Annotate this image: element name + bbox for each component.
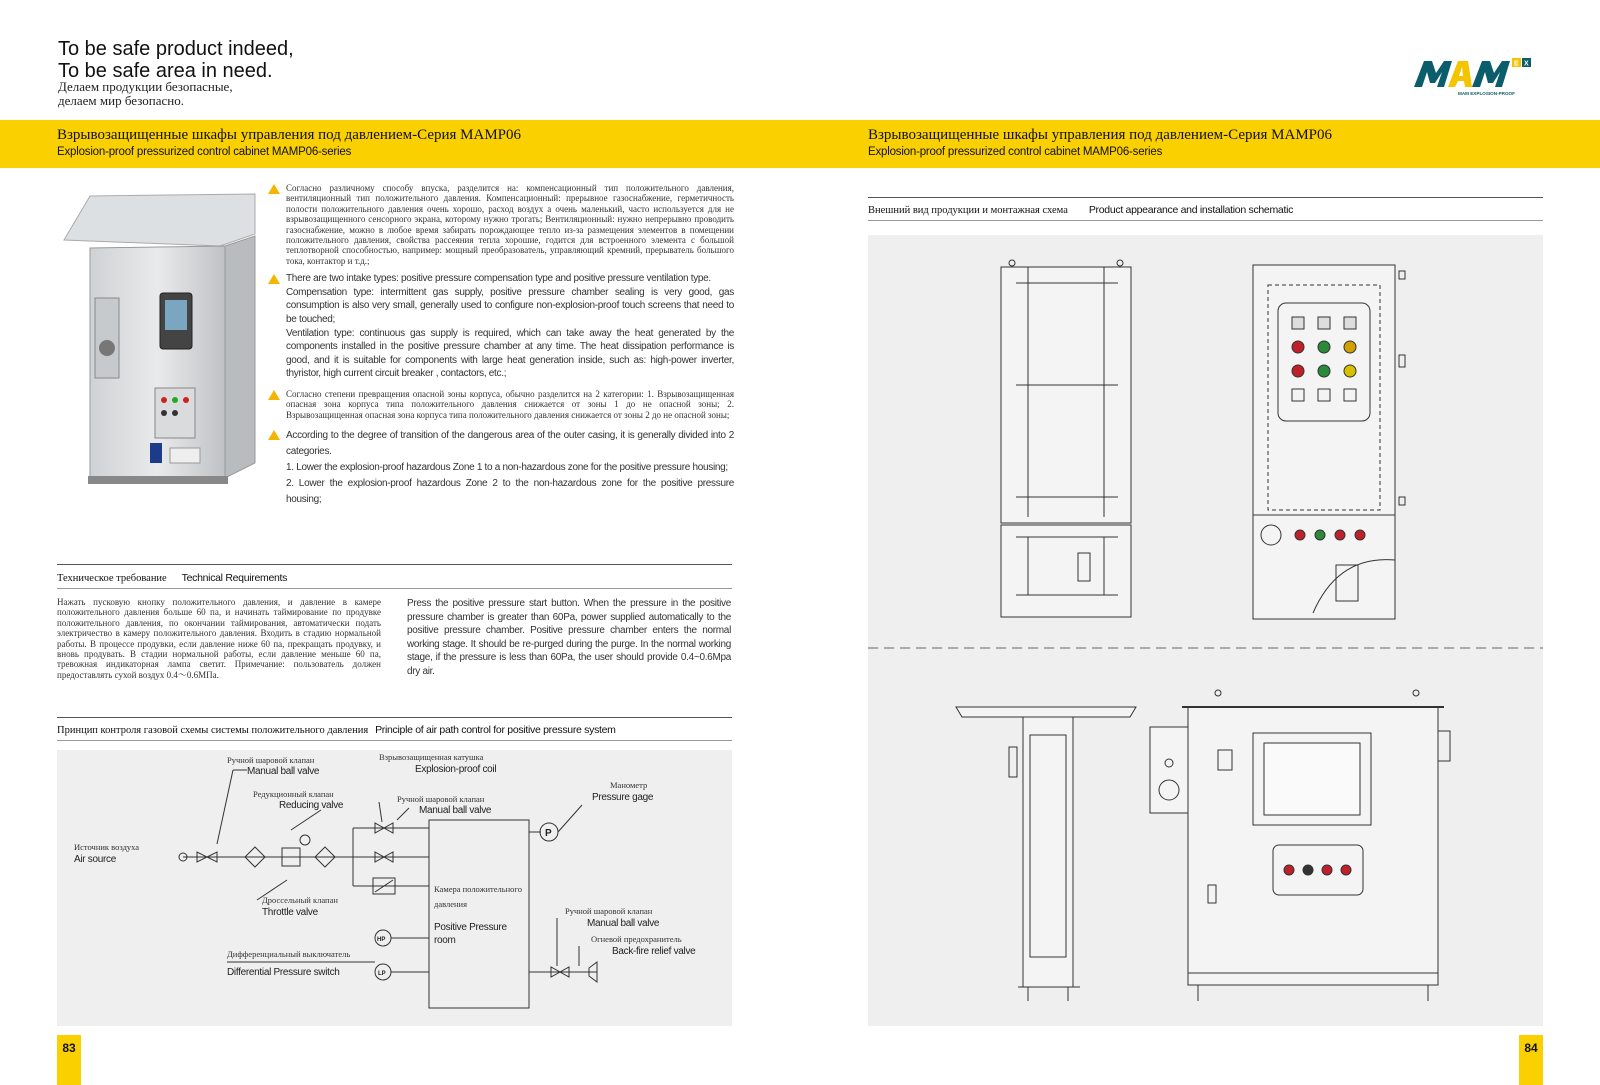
label-manual2-ru: Ручной шаровой клапан bbox=[397, 794, 485, 804]
bullet-3 bbox=[268, 389, 734, 420]
tech-text-ru: Нажать пусковую кнопку положительного давления, и давление в камере положительного давления больше 60 па, и начинать таймирование по продувке положительного давления, по окончании таймирования, автоматически подать электричество в камеру положительного давления. Входить в стадию нормальной работы. В процессе продувки, если давление ниже 60 па, прекращать продувку, и вновь продувать. В стадии нормальной работы, если давление меньше 60 па, тревожная индикаторная лампа светит. Примечание: пользователь должен предоставлять сухой воздух 0.4～0.6МПа. bbox=[57, 597, 381, 680]
bullet-4-line-2: 1. Lower the explosion-proof hazardous Zone 1 to a non-hazardous zone for the positive pressure housing; bbox=[286, 462, 728, 474]
divider bbox=[868, 220, 1543, 221]
appearance-heading-en: Product appearance and installation schematic bbox=[1088, 204, 1294, 216]
mam-logo bbox=[1414, 55, 1544, 99]
left-title-block bbox=[57, 127, 521, 158]
tech-heading-en: Technical Requirements bbox=[181, 572, 288, 584]
tech-heading bbox=[57, 572, 287, 584]
bullet-2-line-3: Ventilation type: continuous gas supply is required, which can take away the heat generated by the components installed in the positive pressure chamber at any time. The heat dissipation performance is good, and it is suitable for components with large heat generation inside, such as: high-power inverter, thyristor, high current circuit breaker , contactors, etc.; bbox=[286, 327, 734, 380]
label-coil-en: Explosion-proof coil bbox=[415, 764, 497, 775]
bullet-3-ru: Согласно степени превращения опасной зоны корпуса, обычно разделится на 2 категории: 1. Взрывозащищенная опасная зона корпуса типа положительного давления снижается от зоны 1 до не опасной зоны; 2. Взрывозащищенная опасная зона корпуса типа положительного давления снижается от зоны 2 до не опасной зоны; bbox=[286, 389, 734, 420]
bullet-2-en bbox=[286, 272, 734, 381]
bullet-4-line-3: 2. Lower the explosion-proof hazardous Zone 2 to the non-hazardous zone for the positive pressure housing; bbox=[286, 478, 734, 506]
label-manual3-ru: Ручной шаровой клапан bbox=[565, 906, 653, 916]
label-chamber-en-1: Positive Pressure bbox=[434, 922, 507, 933]
slogan-line-1: To be safe product indeed, bbox=[58, 38, 294, 60]
label-chamber-ru-1: Камера положительного bbox=[434, 884, 522, 894]
cabinet-photo bbox=[60, 188, 260, 488]
label-diff-en: Differential Pressure switch bbox=[227, 967, 340, 978]
divider bbox=[57, 588, 732, 589]
bullet-2-line-2: Compensation type: intermittent gas supply, positive pressure chamber sealing is very good, gas consumption is also very small, generally used to configure non-explosion-proof touch screens that need to be touched; bbox=[286, 286, 734, 326]
right-title-ru: Взрывозащищенные шкафы управления под давлением-Серия MAMP06 bbox=[868, 127, 1332, 143]
label-manual3-en: Manual ball valve bbox=[587, 918, 660, 929]
lp-label: LP bbox=[378, 971, 386, 977]
label-reducing-ru: Редукционный клапан bbox=[253, 789, 334, 799]
left-title-ru: Взрывозащищенные шкафы управления под давлением-Серия MAMP06 bbox=[57, 127, 521, 143]
label-gauge-en: Pressure gage bbox=[592, 792, 654, 803]
label-backfire-en: Back-fire relief valve bbox=[612, 946, 696, 957]
label-backfire-ru: Огневой предохранитель bbox=[591, 934, 682, 944]
bullet-4 bbox=[268, 428, 734, 508]
tech-heading-ru: Техническое требование bbox=[57, 573, 167, 584]
bullet-4-en bbox=[286, 428, 734, 508]
feature-bullets bbox=[268, 183, 734, 508]
svg-text:E: E bbox=[1514, 60, 1519, 68]
label-gauge-ru: Манометр bbox=[610, 780, 648, 790]
slogan-ru-line-2: делаем мир безопасно. bbox=[58, 93, 184, 108]
label-chamber-ru-2: давления bbox=[434, 899, 468, 909]
label-air-en: Air source bbox=[74, 854, 117, 865]
page-number-left: 83 bbox=[57, 1035, 81, 1085]
slogan-russian bbox=[58, 80, 233, 108]
divider bbox=[868, 197, 1543, 198]
label-diff-ru: Дифференциальный выключатель bbox=[227, 949, 351, 959]
label-reducing-en: Reducing valve bbox=[279, 800, 344, 811]
warning-triangle-icon bbox=[268, 390, 280, 400]
air-path-diagram bbox=[57, 750, 732, 1026]
bullet-4-line-1: According to the degree of transition of the dangerous area of the outer casing, it is generally divided into 2 categories. bbox=[286, 430, 734, 458]
bullet-2 bbox=[268, 272, 734, 381]
warning-triangle-icon bbox=[268, 184, 280, 194]
label-throttle-en: Throttle valve bbox=[262, 907, 318, 918]
left-title-en: Explosion-proof pressurized control cabinet MAMP06-series bbox=[57, 146, 352, 158]
principle-heading-en: Principle of air path control for positive pressure system bbox=[375, 724, 616, 736]
label-manual2-en: Manual ball valve bbox=[419, 805, 492, 816]
tech-text-en: Press the positive pressure start button. When the pressure in the positive pressure chamber is greater than 60Pa, power supplied automatically to the positive pressure chamber. Positive pressure chamber enters the normal working stage. It should be re-purged during the purge. In the normal working stage, if the pressure is less than 60Pa, the user should provide 0.4~0.6Mpa dry air. bbox=[407, 598, 731, 677]
svg-text:X: X bbox=[1524, 60, 1529, 68]
page-number-right: 84 bbox=[1519, 1035, 1543, 1085]
principle-heading bbox=[57, 724, 616, 736]
bullet-2-line-1: There are two intake types: positive pressure compensation type and positive pressure ventilation type. bbox=[286, 273, 711, 285]
principle-heading-ru: Принцип контроля газовой схемы системы положительного давления bbox=[57, 725, 369, 736]
appearance-heading-ru: Внешний вид продукции и монтажная схема bbox=[868, 205, 1068, 216]
divider bbox=[57, 740, 732, 741]
right-title-block bbox=[868, 127, 1332, 158]
slogan-english bbox=[58, 38, 294, 82]
label-manual-valve-ru: Ручной шаровой клапан bbox=[227, 755, 315, 765]
right-title-en: Explosion-proof pressurized control cabinet MAMP06-series bbox=[868, 146, 1163, 158]
slogan-line-2: To be safe area in need. bbox=[58, 60, 273, 82]
divider bbox=[57, 717, 732, 718]
installation-schematic bbox=[868, 235, 1543, 1026]
gauge-p-label: P bbox=[545, 828, 552, 839]
mam-logo-icon bbox=[1414, 55, 1544, 99]
air-path-schematic bbox=[57, 750, 732, 1026]
hp-label: HP bbox=[377, 937, 386, 943]
label-manual-valve-en: Manual ball valve bbox=[247, 766, 320, 777]
warning-triangle-icon bbox=[268, 274, 280, 284]
label-air-ru: Источник воздуха bbox=[74, 842, 140, 852]
cabinet-drawings bbox=[868, 235, 1543, 1026]
appearance-heading bbox=[868, 204, 1293, 216]
bullet-1 bbox=[268, 183, 734, 266]
logo-tagline: MAM EXPLOSION-PROOF bbox=[1458, 91, 1515, 96]
slogan-ru-line-1: Делаем продукции безопасные, bbox=[58, 79, 233, 94]
label-coil-ru: Взрывозащищенная катушка bbox=[379, 752, 484, 762]
label-chamber-en-2: room bbox=[434, 935, 456, 946]
label-throttle-ru: Дроссельный клапан bbox=[262, 895, 338, 905]
bullet-1-ru: Согласно различному способу впуска, разделится на: компенсационный тип положительного давления, вентиляционный тип положительного давления. Компенсационный: прерывное газоснабжение, герметичность полости положительного давления очень хорошо, расход воздух а очень маленький, часто используется для не взрывозащищенного сенсорного экрана, которому нужно трогать; Вентиляционный: нужно непрерывно проводить газоснабжение, можно в любое время забирать порождающее тепло из-за размещения элементов в помещении положительного давления, свойства рассеяния тепла хорошие, годится для встроенного элемента с большой теплотворной способностью, например: мощный преобразователь, управляющий кремний, прерыватель большого тока, контактор и т.д.; bbox=[286, 183, 734, 266]
divider bbox=[57, 564, 732, 565]
warning-triangle-icon bbox=[268, 430, 280, 440]
